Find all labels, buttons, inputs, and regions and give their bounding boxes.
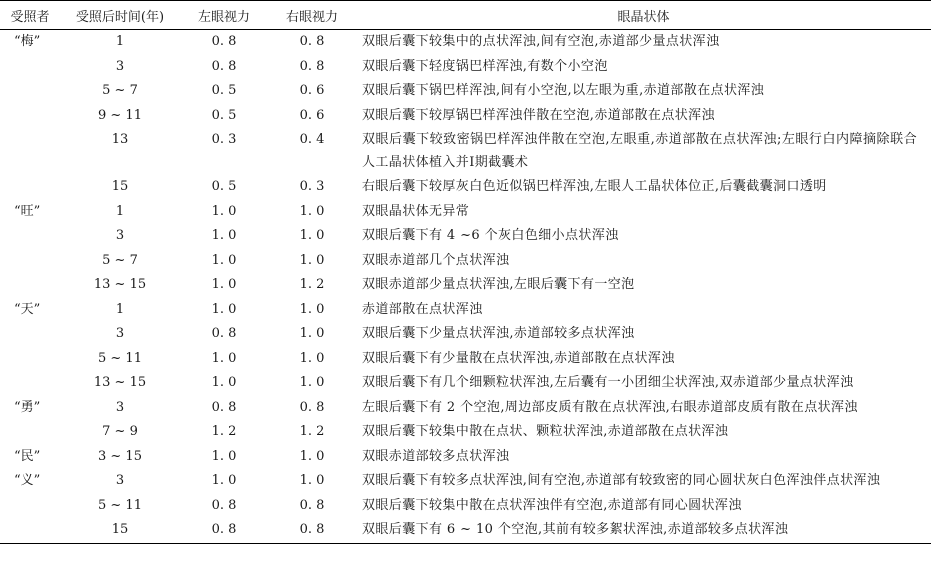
time-cell: 5 ~ 7 <box>102 83 138 98</box>
left-va-cell: 0. 5 <box>211 179 237 194</box>
subject-cell: “天” <box>14 301 41 317</box>
subject-cell <box>0 128 60 175</box>
subject-cell <box>0 494 60 519</box>
time-cell: 1 <box>115 301 125 317</box>
table-body <box>0 30 931 544</box>
left-va-cell: 1. 0 <box>211 301 237 317</box>
left-va-cell: 0. 8 <box>211 34 237 49</box>
time-cell: 3 <box>115 326 125 341</box>
right-va-cell: 0. 6 <box>299 107 325 123</box>
subject-cell <box>0 249 60 274</box>
lens-cell: 双眼赤道部几个点状浑浊 <box>362 252 510 268</box>
subject-cell <box>0 175 60 200</box>
table-row <box>0 55 931 80</box>
table-row <box>0 79 931 104</box>
lens-cell: 双眼后囊下有 4 ~6 个灰白色细小点状浑浊 <box>362 228 619 243</box>
table-row <box>0 347 931 372</box>
header-time: 受照后时间(年) <box>60 1 180 30</box>
table-row <box>0 224 931 249</box>
subject-cell <box>0 420 60 445</box>
table-row <box>0 298 931 323</box>
lens-cell: 左眼后囊下有 2 个空泡,周边部皮质有散在点状浑浊,右眼赤道部皮质有散在点状浑浊 <box>362 399 858 415</box>
subject-cell: “民” <box>14 448 41 464</box>
subject-cell <box>0 224 60 249</box>
subject-cell <box>0 322 60 347</box>
right-va-cell: 0. 8 <box>299 58 325 74</box>
lens-cell: 双眼后囊下较集中散在点状、颗粒状浑浊,赤道部散在点状浑浊 <box>362 424 729 439</box>
table-row <box>0 322 931 347</box>
left-va-cell: 1. 0 <box>211 277 237 292</box>
table-row <box>0 175 931 200</box>
header-right-va: 右眼视力 <box>268 1 356 30</box>
time-cell: 9 ~ 11 <box>98 107 142 123</box>
table-row <box>0 469 931 494</box>
lens-cell: 双眼赤道部较多点状浑浊 <box>362 448 510 464</box>
time-cell: 15 <box>60 518 180 543</box>
table-row <box>0 249 931 274</box>
table-row <box>0 200 931 225</box>
subject-cell: “勇” <box>14 399 41 415</box>
right-va-cell: 0. 3 <box>299 179 325 194</box>
right-va-cell: 1. 0 <box>299 301 325 317</box>
table-row <box>0 396 931 421</box>
lens-cell: 双眼后囊下锅巴样浑浊,间有小空泡,以左眼为重,赤道部散在点状浑浊 <box>362 83 765 98</box>
right-va-cell: 0. 8 <box>268 518 356 543</box>
right-va-cell: 1. 2 <box>299 424 325 439</box>
time-cell: 5 ~ 11 <box>98 350 142 366</box>
right-va-cell: 0. 4 <box>299 132 325 147</box>
subject-cell <box>0 518 60 543</box>
right-va-cell: 1. 0 <box>299 375 325 390</box>
time-cell: 5 ~ 11 <box>98 497 142 513</box>
lens-cell: 赤道部散在点状浑浊 <box>362 301 483 317</box>
left-va-cell: 0. 3 <box>211 132 237 147</box>
table-row <box>0 104 931 129</box>
lens-cell: 双眼后囊下少量点状浑浊,赤道部较多点状浑浊 <box>362 326 635 341</box>
subject-cell: “旺” <box>14 203 41 219</box>
table-row <box>0 371 931 396</box>
table-row <box>0 273 931 298</box>
right-va-cell: 1. 0 <box>299 350 325 366</box>
left-va-cell: 1. 0 <box>211 448 237 464</box>
right-va-cell: 0. 6 <box>299 83 325 98</box>
time-cell: 3 <box>115 228 125 243</box>
table-row <box>0 30 931 55</box>
header-row <box>0 1 931 30</box>
left-va-cell: 1. 2 <box>211 424 237 439</box>
right-va-cell: 1. 0 <box>299 252 325 268</box>
left-va-cell: 0. 8 <box>211 58 237 74</box>
time-cell: 13 <box>111 132 129 147</box>
lens-cell: 双眼后囊下有 6 ~ 10 个空泡,其前有较多絮状浑浊,赤道部较多点状浑浊 <box>356 518 931 543</box>
time-cell: 7 ~ 9 <box>102 424 138 439</box>
subject-cell: “梅” <box>14 34 41 49</box>
subject-cell <box>0 371 60 396</box>
lens-cell: 双眼后囊下有少量散在点状浑浊,赤道部散在点状浑浊 <box>362 350 675 366</box>
time-cell: 3 <box>115 58 125 74</box>
time-cell: 13 ~ 15 <box>93 277 147 292</box>
left-va-cell: 0. 8 <box>211 326 237 341</box>
left-va-cell: 1. 0 <box>211 350 237 366</box>
right-va-cell: 1. 0 <box>299 326 325 341</box>
lens-cell: 右眼后囊下较厚灰白色近似锅巴样浑浊,左眼人工晶状体位正,后囊截囊洞口透明 <box>362 179 827 194</box>
left-va-cell: 0. 8 <box>211 399 237 415</box>
left-va-cell: 1. 0 <box>211 473 237 488</box>
time-cell: 13 ~ 15 <box>93 375 147 390</box>
lens-cell: 双眼后囊下有较多点状浑浊,间有空泡,赤道部有较致密的同心圆状灰白色浑浊伴点状浑浊 <box>362 473 881 488</box>
subject-cell <box>0 79 60 104</box>
table-row <box>0 420 931 445</box>
right-va-cell: 1. 0 <box>299 448 325 464</box>
subject-cell <box>0 55 60 80</box>
lens-cell: 双眼赤道部少量点状浑浊,左眼后囊下有一空泡 <box>362 277 635 292</box>
right-va-cell: 0. 8 <box>299 399 325 415</box>
right-va-cell: 1. 0 <box>299 473 325 488</box>
time-cell: 3 <box>115 399 125 415</box>
lens-cell: 双眼后囊下有几个细颗粒状浑浊,左后囊有一小团细尘状浑浊,双赤道部少量点状浑浊 <box>362 375 854 390</box>
time-cell: 3 <box>115 473 125 488</box>
header-lens: 眼晶状体 <box>356 1 931 30</box>
time-cell: 5 ~ 7 <box>102 252 138 268</box>
left-va-cell: 0. 5 <box>211 83 237 98</box>
left-va-cell: 0. 8 <box>180 518 268 543</box>
subject-cell: “义” <box>14 473 41 488</box>
right-va-cell: 1. 2 <box>299 277 325 292</box>
lens-cell: 双眼后囊下较集中散在点状浑浊伴有空泡,赤道部有同心圆状浑浊 <box>362 497 742 513</box>
subject-cell <box>0 104 60 129</box>
left-va-cell: 1. 0 <box>211 375 237 390</box>
left-va-cell: 0. 5 <box>211 107 237 123</box>
left-va-cell: 1. 0 <box>211 203 237 219</box>
header-left-va: 左眼视力 <box>180 1 268 30</box>
table-header <box>0 1 931 30</box>
lens-cell: 双眼后囊下较厚锅巴样浑浊伴散在空泡,赤道部散在点状浑浊 <box>362 107 715 123</box>
subject-cell <box>0 273 60 298</box>
lens-cell: 双眼后囊下轻度锅巴样浑浊,有数个小空泡 <box>362 58 608 74</box>
right-va-cell: 0. 8 <box>299 497 325 513</box>
time-cell: 15 <box>111 179 129 194</box>
lens-cell: 双眼后囊下较集中的点状浑浊,间有空泡,赤道部少量点状浑浊 <box>362 34 720 49</box>
left-va-cell: 0. 8 <box>211 497 237 513</box>
time-cell: 1 <box>115 34 125 49</box>
table-row <box>0 518 931 543</box>
right-va-cell: 0. 8 <box>299 34 325 49</box>
left-va-cell: 1. 0 <box>211 252 237 268</box>
time-cell: 1 <box>115 203 125 219</box>
time-cell: 3 ~ 15 <box>98 448 142 464</box>
lens-cell: 双眼晶状体无异常 <box>362 203 470 219</box>
subject-cell <box>0 347 60 372</box>
table-row <box>0 445 931 470</box>
right-va-cell: 1. 0 <box>299 203 325 219</box>
lens-cell: 双眼后囊下较致密锅巴样浑浊伴散在空泡,左眼重,赤道部散在点状浑浊;左眼行白内障摘除联合人工晶状体植入并Ⅰ期截囊术 <box>362 132 917 170</box>
left-va-cell: 1. 0 <box>211 228 237 243</box>
header-subject: 受照者 <box>0 1 60 30</box>
table-row <box>0 128 931 175</box>
right-va-cell: 1. 0 <box>299 228 325 243</box>
table-row <box>0 494 931 519</box>
